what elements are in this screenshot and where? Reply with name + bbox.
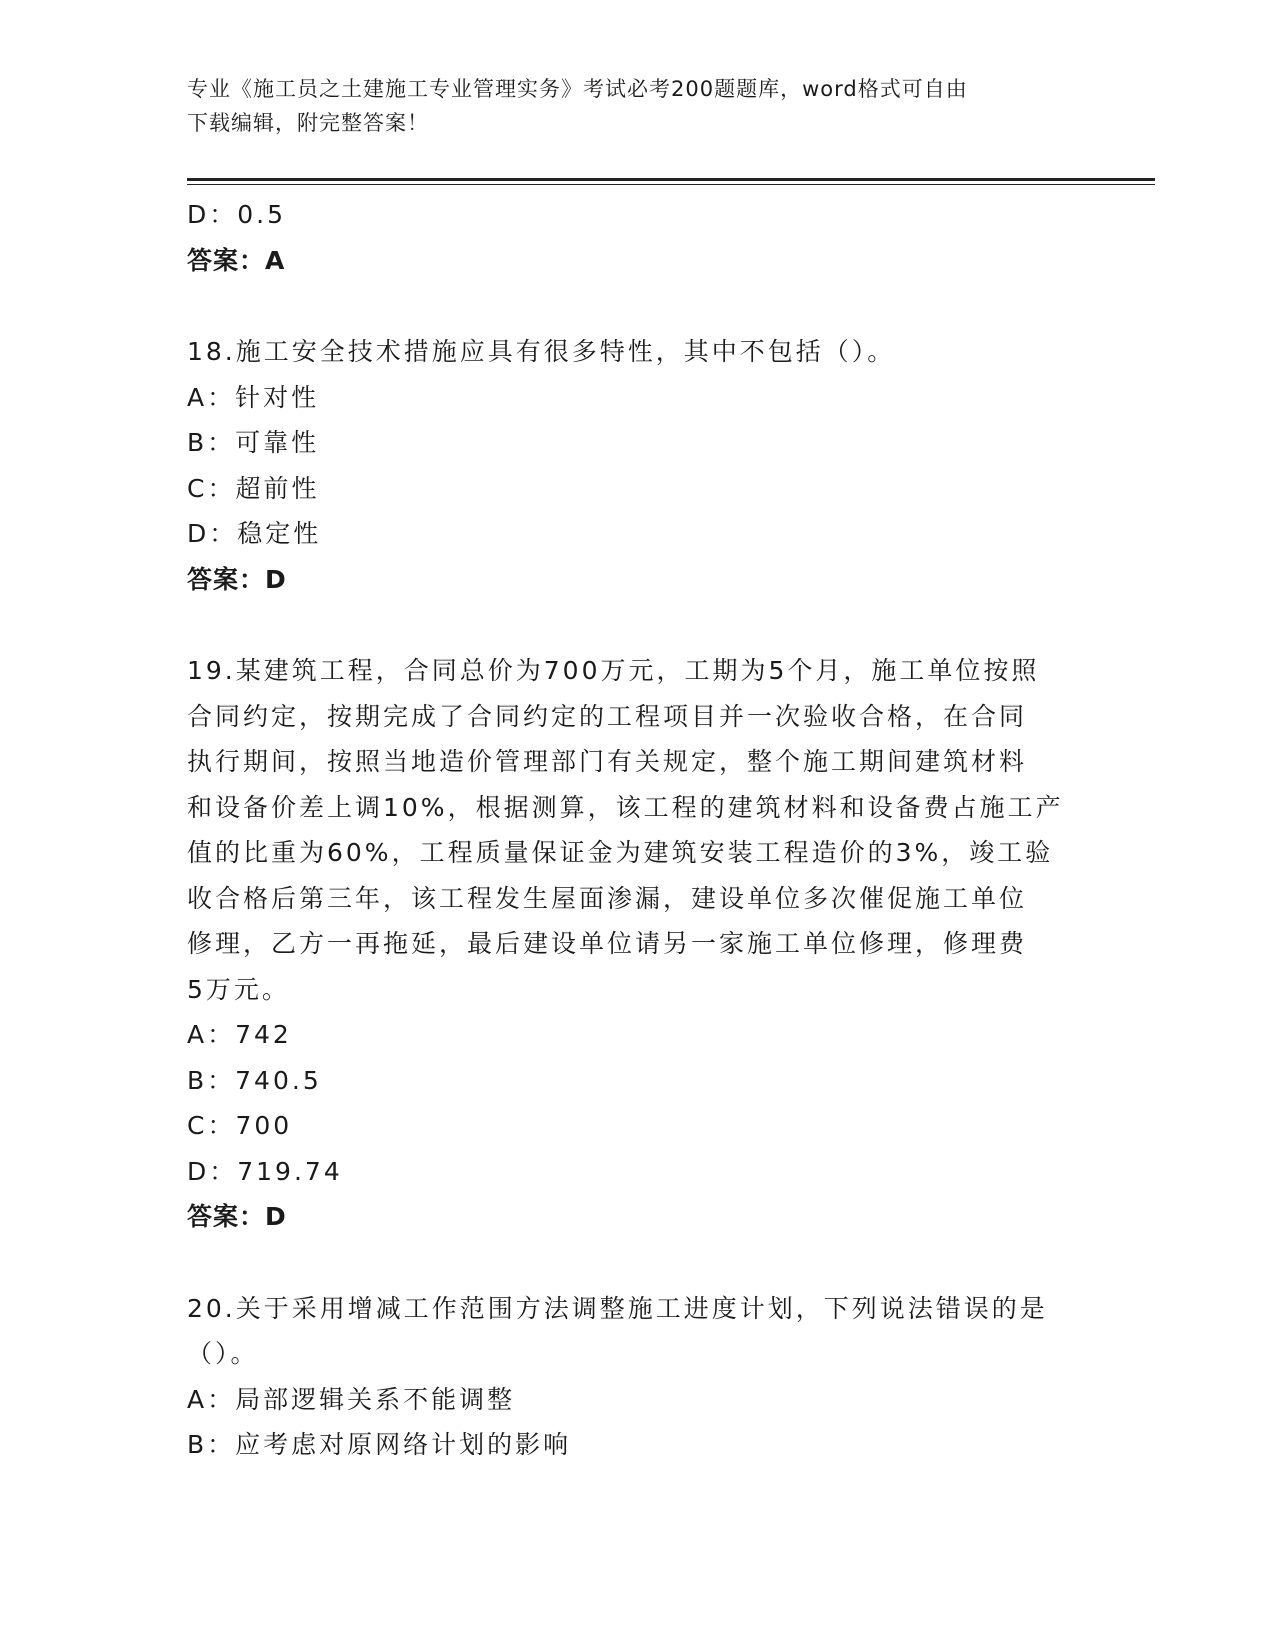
- question-text-line: 19.某建筑工程，合同总价为700万元，工期为5个月，施工单位按照: [187, 656, 1040, 685]
- option-d: D：稳定性: [187, 519, 322, 548]
- question-text-line: 和设备价差上调10%，根据测算，该工程的建筑材料和设备费占施工产: [187, 792, 1064, 822]
- question-text-line: 收合格后第三年，该工程发生屋面渗漏，建设单位多次催促施工单位: [187, 883, 1028, 913]
- option-d: D：0.5: [187, 200, 287, 229]
- header-line-2: 下载编辑，附完整答案！: [187, 111, 429, 135]
- header-line-1: 专业《施工员之土建施工专业管理实务》考试必考200题题库，word格式可自由: [187, 77, 968, 101]
- answer: 答案：D: [187, 1202, 287, 1231]
- option-a: A：局部逻辑关系不能调整: [187, 1384, 516, 1414]
- option-b: B：应考虑对原网络计划的影响: [187, 1430, 572, 1459]
- question-text-line: 5万元。: [187, 974, 290, 1004]
- question-text-line: （）。: [187, 1339, 259, 1368]
- option-b: B：740.5: [187, 1065, 322, 1095]
- option-a: A：针对性: [187, 382, 320, 412]
- question-18: [187, 329, 1087, 602]
- option-a: A：742: [187, 1020, 292, 1049]
- previous-question-tail: [187, 192, 1087, 283]
- question-content: [187, 192, 1087, 1468]
- header-divider-thick: [187, 178, 1155, 181]
- answer: 答案：D: [187, 564, 287, 594]
- answer: 答案：A: [187, 245, 286, 275]
- question-19: [187, 648, 1087, 1240]
- question-text-line: 合同约定，按期完成了合同约定的工程项目并一次验收合格，在合同: [187, 701, 1028, 731]
- option-c: C：超前性: [187, 473, 320, 503]
- document-header: [187, 72, 1077, 140]
- question-text-line: 值的比重为60%，工程质量保证金为建筑安装工程造价的3%，竣工验: [187, 838, 1054, 867]
- option-c: C：700: [187, 1111, 293, 1140]
- question-text-line: 20.关于采用增减工作范围方法调整施工进度计划，下列说法错误的是: [187, 1293, 1048, 1323]
- header-divider-thin: [187, 184, 1155, 185]
- option-b: B：可靠性: [187, 428, 320, 457]
- question-text: 18.施工安全技术措施应具有很多特性，其中不包括（）。: [187, 337, 896, 366]
- question-20: [187, 1286, 1087, 1468]
- question-text-line: 执行期间，按照当地造价管理部门有关规定，整个施工期间建筑材料: [187, 747, 1028, 776]
- question-text-line: 修理，乙方一再拖延，最后建设单位请另一家施工单位修理，修理费: [187, 929, 1028, 958]
- option-d: D：719.74: [187, 1156, 343, 1186]
